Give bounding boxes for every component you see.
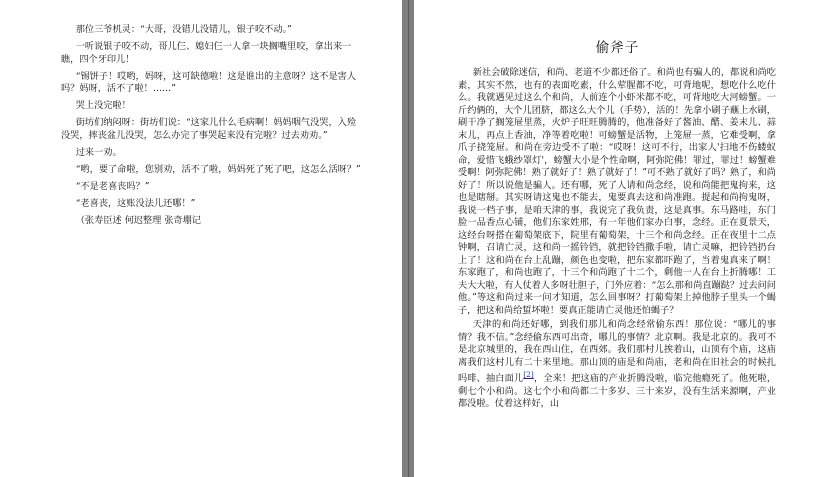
footnote-link[interactable]: [2] [523, 370, 534, 379]
left-paragraph: “老喜丧，这账没法儿还哪！” [75, 197, 196, 209]
left-page-text [61, 24, 361, 232]
left-paragraph: （张寿臣述 何迟整理 张奇堋记 [75, 214, 201, 226]
left-paragraph: 过来一劝。 [75, 146, 122, 158]
left-paragraph: “锡饼子！哎哟，妈呀，这可缺德啦！这是谁出的主意呀？这不是害人吗？妈呀，活不了啦！……” [61, 70, 357, 94]
left-paragraph: “不是老喜丧吗？” [75, 180, 150, 192]
chapter-title: 偷斧子 [595, 40, 640, 56]
page-divider [408, 0, 409, 477]
left-paragraph: 一听说银子咬不动，哥儿仨、媳妇仨一人拿一块搁嘴里咬，拿出来一瞧，四个牙印儿！ [61, 41, 352, 65]
right-page-text [458, 67, 776, 413]
left-page [0, 0, 402, 477]
right-page [414, 0, 821, 477]
left-paragraph: 哭上没完啦！ [75, 100, 131, 111]
paragraph-text: 天津的和尚还好哪，到我们那儿和尚念经常偷东西！那位说：“哪儿的事情？我不信。”念经偷东西可出奇，哪儿的事情？北京啊。我是北京的。我可不是北京城里的，我在西山住，在西郊。我们那村儿挨着山，山顶有个庙，这庙离我们这村儿有二十来里地。那山顶的庙是和尚庙，老和尚在旧社会的时候扎吗啡、抽白面儿 [458, 319, 776, 385]
right-paragraph [458, 319, 776, 411]
left-paragraph: 街坊们纳闷呀：街坊们说：“这家儿什么毛病啊！妈妈咽气没哭，入殓没哭，摔丧盆儿没哭，怎么办完了事哭起来没有完啦？过去劝劝。” [61, 117, 357, 141]
left-paragraph: 那位三爷机灵：“大哥，没错儿没错儿，银子咬不动。” [75, 24, 292, 35]
paragraph-text: ，全来！把这庙的产业折腾没啦，临完他瘾死了。他死啦，剩七个小和尚。这七个小和尚都二十多岁、三十来岁，没有生活来源啊，产业都没啦。仗着这样好，山 [458, 373, 777, 410]
right-paragraph: 新社会破除迷信，和尚、老道不少都还俗了。和尚也有骗人的，都说和尚吃素，其实不然，也有的表面吃素，什么荤腥都不吃，可背地呢，想吃什么吃什么。我就遇见过这么个和尚，人前连个小虾米都不吃，可背地吃大河螃蟹。一斤约俩的，大个儿团脐，都这么大个儿（手势），活的！先拿小刷子蘸上水刷，刷干净了搁笼屉里蒸，火炉子旺旺腾腾的，他准备好了酱油、醋、姜末儿、蒜末儿，再点上香油，净等着吃啦！可螃蟹是活物，上笼屉一蒸，它难受啊，拿爪子挠笼屉。和尚在旁边受不了啦：“哎呀！这可不行，出家人'扫地不伤蝼蚁命，爱惜飞蛾纱罩灯'，螃蟹大小是个性命啊，阿弥陀佛！罪过，罪过！螃蟹难受啊！阿弥陀佛！熟了就好了！熟了就好了！”可不熟了就好了吗？熟了，和尚好了！所以说他是骗人。还有哪，死了人请和尚念经，说和尚能把鬼拘来，这也是瞎掰。其实呀请这鬼也不能去，鬼要真去这和尚准跑。提起和尚拘鬼呀，我说一档子事，是咱天津的事，我说完了我负责，这是真事。东马路哇，东门脸一品香点心铺，他们东家姓邢，有一年他们家办白事，念经。正在夏景天，这经台呀搭在葡萄架底下，院里有葡萄架，十三个和尚念经。正在夜里十二点钟啊，召请亡灵，这和尚一摇铃铛，就把铃铛撒手啦，请亡灵嘛，把铃铛扔台上了！这和尚在台上乱蹦，颜色也变啦，把东家都吓跑了，当着鬼真来了啊！东家跑了，和尚也跑了，十三个和尚跑了十二个，剩他一人在台上折腾哪！工夫大大啦，有人仗着人多呀壮胆子，门外应着：“怎么那和尚直蹦跶？过去问问他。”等这和尚过来一问才知道，怎么回事呀？打葡萄架上掉他脖子里头一个蝎子，把这和尚给蜇坏啦！要真正能请亡灵他还怕蝎子？ [458, 67, 776, 316]
left-paragraph: “哟，要了命啦，您别劝，活不了啦，妈妈死了死了吧，这怎么活呀？” [75, 163, 361, 175]
